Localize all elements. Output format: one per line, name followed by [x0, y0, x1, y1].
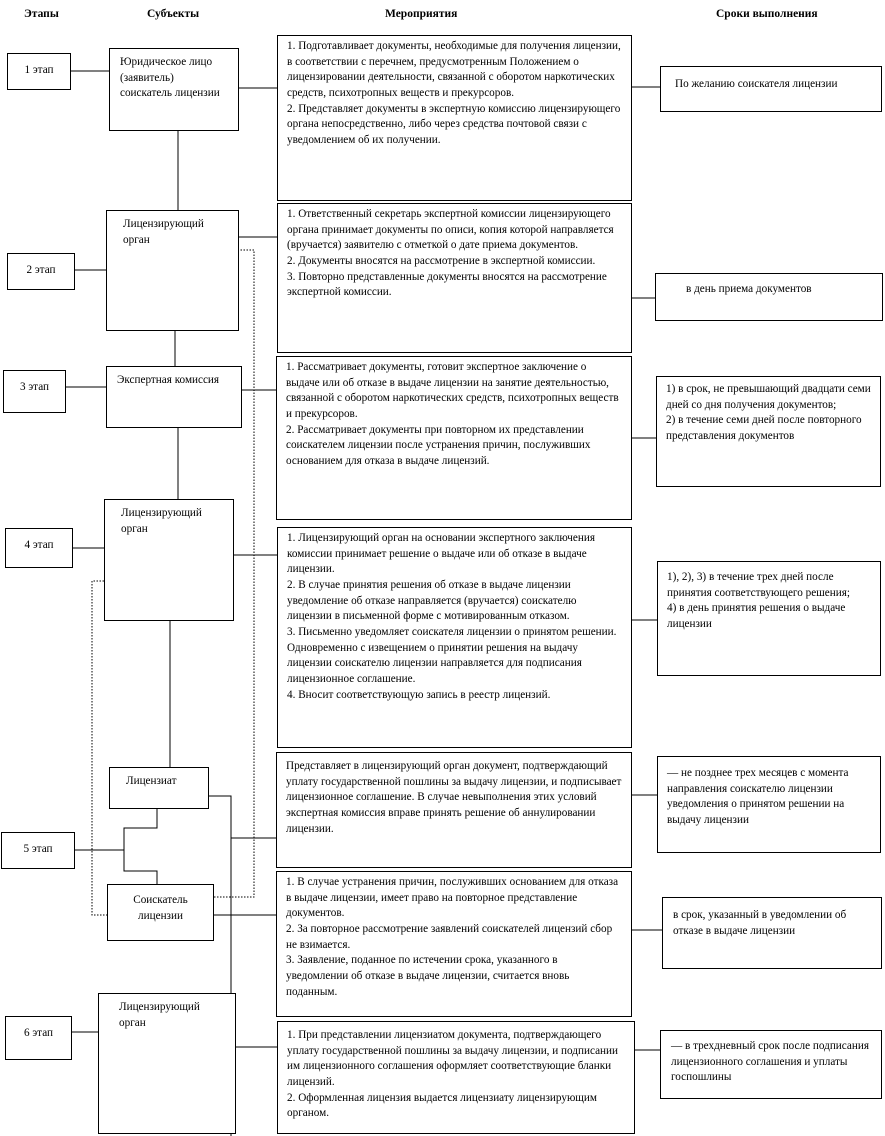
stage-6: 6 этап — [5, 1016, 72, 1060]
action-item: 1. Подготавливает документы, необходимые для получения лицензии, в соответствии с перечнем, предусмотренным Положением о лицензировании деятельности, связанной с оборотом наркотических средств, психотропных веществ и прекурсоров. — [287, 40, 621, 100]
stage-1: 1 этап — [7, 53, 71, 90]
term-item: 4) в день принятия решения о выдаче лицензии — [667, 602, 846, 631]
action-item: 3. Повторно представленные документы вносятся на рассмотрение экспертной комиссии. — [287, 270, 607, 299]
term-stage-2 — [655, 273, 883, 321]
connector-stage5-bracket — [124, 809, 157, 884]
header-subjects: Субъекты — [147, 8, 200, 20]
header-stages: Этапы — [24, 8, 59, 20]
subject-licensee: Лицензиат — [109, 767, 209, 809]
actions-stage-6 — [277, 1021, 635, 1134]
action-item: 1. При представлении лицензиатом документа, подтверждающего уплату государственной пошлины за выдачу лицензии, и подписании им лицензионного соглашения оформляет соответствующие бланки лицензий. — [287, 1029, 619, 1089]
header-actions: Мероприятия — [385, 8, 458, 20]
term-stage-4 — [657, 561, 881, 676]
actions-stage-1 — [277, 35, 632, 201]
stage-5: 5 этап — [1, 832, 75, 869]
stage-4: 4 этап — [5, 528, 73, 568]
action-item: 2. За повторное рассмотрение заявлений соискателей лицензий сбор не взимается. — [286, 923, 613, 951]
subject-applicant-legal-entity: Юридическое лицо (заявитель) соискатель лицензии — [109, 48, 239, 131]
action-item: 1. Рассматривает документы, готовит экспертное заключение о выдаче или об отказе в выдаче лицензии на занятие деятельностью, связанной с оборотом наркотических средств, психотропных веществ и прекурсоров. — [286, 361, 619, 421]
stage-3: 3 этап — [3, 370, 66, 413]
stage-2: 2 этап — [7, 253, 75, 290]
actions-stage-5-applicant — [276, 871, 632, 1017]
action-item: 2. Оформленная лицензия выдается лицензиату лицензирующим органом. — [287, 1091, 597, 1120]
connector-refusal-dotted — [92, 581, 107, 915]
actions-stage-5-licensee — [276, 752, 632, 868]
action-item: Представляет в лицензирующий орган документ, подтверждающий уплату государственной пошлины за выдачу лицензии, и подписывает лицензионное соглашение. В случае невыполнения этих условий экспертная комиссия вправе принять решение об аннулировании лицензии. — [286, 760, 622, 835]
term-stage-5-applicant — [662, 897, 882, 969]
action-item: 1. Ответственный секретарь экспертной комиссии лицензирующего органа принимает документы по описи, копия которой направляется (вручается) заявителю с отметкой о дате приема документов. — [287, 208, 614, 252]
term-item: 1), 2), 3) в течение трех дней после принятия соответствующего решения; — [667, 571, 850, 599]
subject-expert-commission: Экспертная комиссия — [106, 366, 242, 428]
subject-license-applicant: Соискатель лицензии — [107, 884, 214, 941]
term-item: — в трехдневный срок после подписания лицензионного соглашения и уплаты госпошлины — [671, 1040, 869, 1084]
term-item: в день приема документов — [686, 283, 812, 295]
action-item: 3. Заявление, поданное по истечении срока, указанного в уведомлении об отказе в выдаче лицензии, считается вновь поданным. — [286, 954, 570, 998]
actions-stage-4 — [277, 527, 632, 748]
actions-stage-2 — [277, 203, 632, 353]
actions-stage-3 — [276, 356, 632, 520]
term-stage-5-licensee — [657, 756, 881, 853]
subject-licensing-body-1: Лицензирующий орган — [106, 210, 239, 331]
action-item: 1. В случае устранения причин, послуживших основанием для отказа в выдаче лицензии, имеет право на повторное представление документов. — [286, 876, 619, 920]
term-item: — не позднее трех месяцев с момента направления соискателю лицензии уведомления о принятом решении на выдачу лицензии — [667, 767, 849, 827]
action-item: 2. Рассматривает документы при повторном их представлении соискателем лицензии после устранения причин, послуживших основанием для отказа в выдаче лицензий. — [286, 423, 591, 468]
action-item: 3. Письменно уведомляет соискателя лицензии о принятом решении. Одновременно с извещением о принятии решения на выдачу лицензии соискателю лицензии направляется для подписания лицензионное соглашение. — [287, 626, 617, 686]
action-item: 1. Лицензирующий орган на основании экспертного заключения комиссии принимает решение о выдаче или об отказе в выдаче лицензии. — [287, 532, 595, 576]
action-item: 2. Представляет документы в экспертную комиссию лицензирующего органа непосредственно, либо через средства почтовой связи с уведомлением об их получении. — [287, 102, 621, 147]
term-stage-3 — [656, 376, 881, 487]
term-item: 1) в срок, не превышающий двадцати семи дней со дня получения документов; — [666, 383, 871, 411]
term-stage-6 — [660, 1030, 882, 1099]
action-item: 2. В случае принятия решения об отказе в выдаче лицензии уведомление об отказе направляется (вручается) соискателю лицензии в письменной форме с мотивированным отказом. — [287, 579, 577, 623]
term-stage-1 — [660, 66, 882, 112]
subject-licensing-body-3: Лицензирующий орган — [98, 993, 236, 1134]
subject-licensing-body-2: Лицензирующий орган — [104, 499, 234, 621]
header-terms: Сроки выполнения — [716, 8, 818, 20]
term-item: По желанию соискателя лицензии — [675, 78, 838, 90]
term-item: в срок, указанный в уведомлении об отказе в выдаче лицензии — [673, 909, 847, 937]
term-item: 2) в течение семи дней после повторного представления документов — [666, 414, 862, 443]
action-item: 4. Вносит соответствующую запись в реестр лицензий. — [287, 688, 551, 701]
action-item: 2. Документы вносятся на рассмотрение в экспертной комиссии. — [287, 255, 596, 268]
